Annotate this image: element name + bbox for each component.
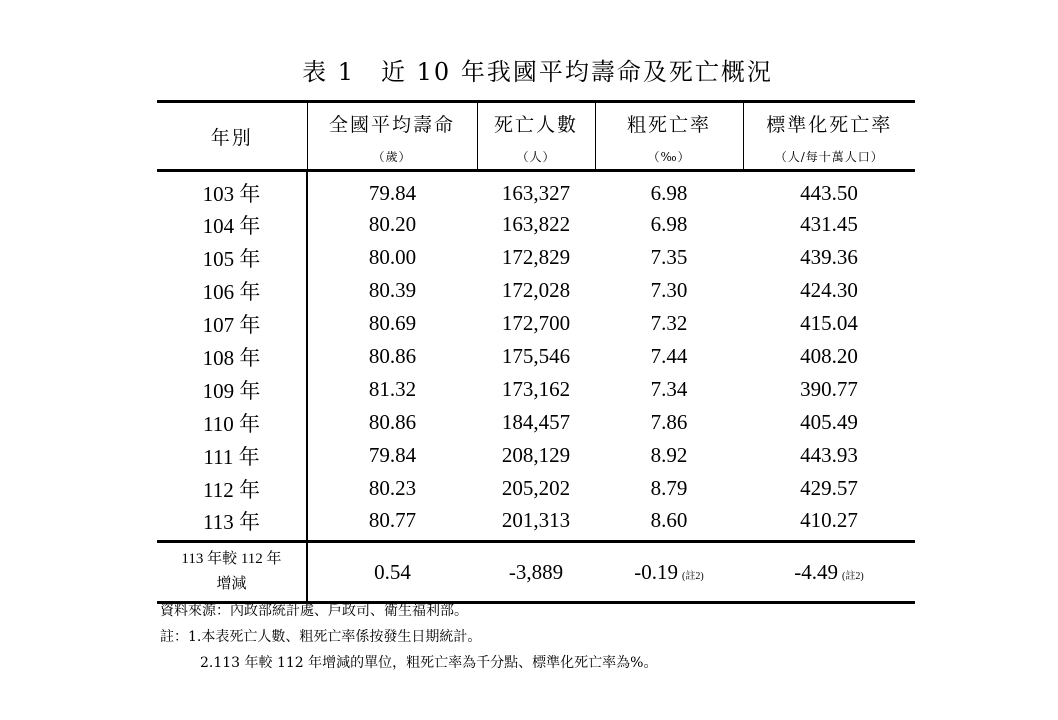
header-standardized-death-rate: 標準化死亡率 [743, 102, 915, 144]
crude-diff-note: (註2) [682, 570, 704, 582]
cell-life-expectancy: 80.00 [307, 241, 477, 274]
unit-standardized-death-rate: （人/每十萬人口） [743, 143, 915, 171]
crude-diff-value: -0.19 [634, 559, 679, 584]
cell-crude-death-rate: 7.35 [650, 245, 688, 269]
cell-standardized-death-rate: 439.36 [800, 245, 858, 269]
header-row [157, 102, 915, 144]
cell-deaths: 173,162 [501, 377, 571, 401]
cell-crude-death-rate: 8.92 [650, 443, 688, 467]
unit-crude-death-rate: （‰） [595, 143, 743, 171]
cell-life-expectancy: 80.20 [307, 208, 477, 241]
cell-standardized-death-rate: 424.30 [800, 278, 858, 302]
table-row [157, 274, 915, 307]
cell-deaths: 172,700 [501, 311, 571, 335]
cell-life-expectancy: 81.32 [307, 373, 477, 406]
unit-life-expectancy: （歲） [307, 143, 477, 171]
cell-year: 103 年 [202, 182, 261, 206]
table-row [157, 241, 915, 274]
cell-year: 104 年 [202, 213, 261, 238]
cell-life-expectancy: 80.77 [307, 505, 477, 542]
table-row [157, 340, 915, 373]
table-row [157, 472, 915, 505]
cell-life-expectancy: 80.86 [307, 340, 477, 373]
cell-year: 108 年 [202, 345, 261, 370]
cell-year: 107 年 [202, 312, 261, 337]
cell-year: 106 年 [202, 279, 261, 304]
cell-life-expectancy: 79.84 [307, 171, 477, 209]
cell-deaths: 172,028 [501, 278, 571, 302]
header-life-expectancy: 全國平均壽命 [307, 102, 477, 144]
cell-standardized-death-rate: 429.57 [800, 476, 858, 500]
cell-year: 112 年 [203, 477, 260, 502]
cell-year: 113 年 [203, 509, 260, 534]
table-title: 表 1 近 10 年我國平均壽命及死亡概況 [302, 58, 773, 86]
cell-deaths: 184,457 [501, 410, 571, 434]
footnote-2: 2.113 年較 112 年增減的單位，粗死亡率為千分點、標準化死亡率為%。 [200, 655, 658, 671]
footnote-1: 註：1.本表死亡人數、粗死亡率係按發生日期統計。 [160, 629, 482, 645]
table-row [157, 307, 915, 340]
std-diff-value: -4.49 [794, 559, 839, 584]
cell-crude-death-rate: 8.79 [650, 476, 688, 500]
cell-deaths: 205,202 [501, 476, 571, 500]
cell-standardized-death-rate: 431.45 [800, 212, 858, 236]
cell-deaths: 175,546 [501, 344, 571, 368]
cell-crude-death-rate: 6.98 [650, 212, 688, 236]
cell-standardized-death-rate: 408.20 [800, 344, 858, 368]
cell-standardized-death-rate: 405.49 [800, 410, 858, 434]
unit-deaths: （人） [477, 143, 595, 171]
cell-life-expectancy: 80.86 [307, 406, 477, 439]
cell-life-expectancy: 79.84 [307, 439, 477, 472]
cell-life-expectancy: 80.39 [307, 274, 477, 307]
cell-deaths: 208,129 [501, 443, 571, 467]
difference-label-line1: 113 年較 112 年 [181, 551, 282, 567]
cell-life-expectancy: 80.23 [307, 472, 477, 505]
cell-deaths: 201,313 [501, 508, 571, 532]
cell-deaths-diff: -3,889 [477, 542, 595, 603]
header-year: 年別 [157, 102, 307, 171]
header-deaths: 死亡人數 [477, 102, 595, 144]
difference-label-line2: 增減 [216, 576, 247, 592]
cell-standardized-death-rate: 390.77 [800, 377, 858, 401]
cell-year: 110 年 [203, 411, 260, 436]
cell-crude-death-rate-diff [595, 542, 743, 603]
table-row [157, 171, 915, 209]
cell-year: 111 年 [203, 444, 260, 469]
cell-standardized-death-rate: 415.04 [800, 311, 858, 335]
cell-crude-death-rate: 7.32 [650, 311, 688, 335]
table-row [157, 208, 915, 241]
cell-standardized-death-rate: 443.93 [800, 443, 858, 467]
cell-crude-death-rate: 7.34 [650, 377, 688, 401]
table-row [157, 406, 915, 439]
source-note: 資料來源：內政部統計處、戶政司、衛生福利部。 [160, 603, 468, 619]
cell-difference-label [157, 542, 307, 603]
table-row [157, 373, 915, 406]
footnotes [160, 598, 657, 676]
difference-row [157, 542, 915, 603]
cell-crude-death-rate: 8.60 [650, 508, 688, 532]
cell-deaths: 163,822 [501, 212, 571, 236]
header-crude-death-rate: 粗死亡率 [595, 102, 743, 144]
cell-crude-death-rate: 7.30 [650, 278, 688, 302]
statistics-table [157, 100, 915, 604]
cell-standardized-death-rate: 443.50 [800, 180, 858, 205]
table-row [157, 505, 915, 542]
cell-year: 105 年 [202, 246, 261, 271]
cell-standardized-death-rate-diff [743, 542, 915, 603]
cell-crude-death-rate: 7.44 [650, 344, 688, 368]
cell-year: 109 年 [202, 378, 261, 403]
table-row [157, 439, 915, 472]
cell-crude-death-rate: 7.86 [650, 410, 688, 434]
cell-life-expectancy-diff: 0.54 [307, 542, 477, 603]
cell-deaths: 172,829 [501, 245, 571, 269]
cell-deaths: 163,327 [501, 180, 571, 205]
cell-life-expectancy: 80.69 [307, 307, 477, 340]
cell-standardized-death-rate: 410.27 [800, 508, 858, 532]
cell-crude-death-rate: 6.98 [650, 180, 688, 205]
std-diff-note: (註2) [842, 570, 864, 582]
